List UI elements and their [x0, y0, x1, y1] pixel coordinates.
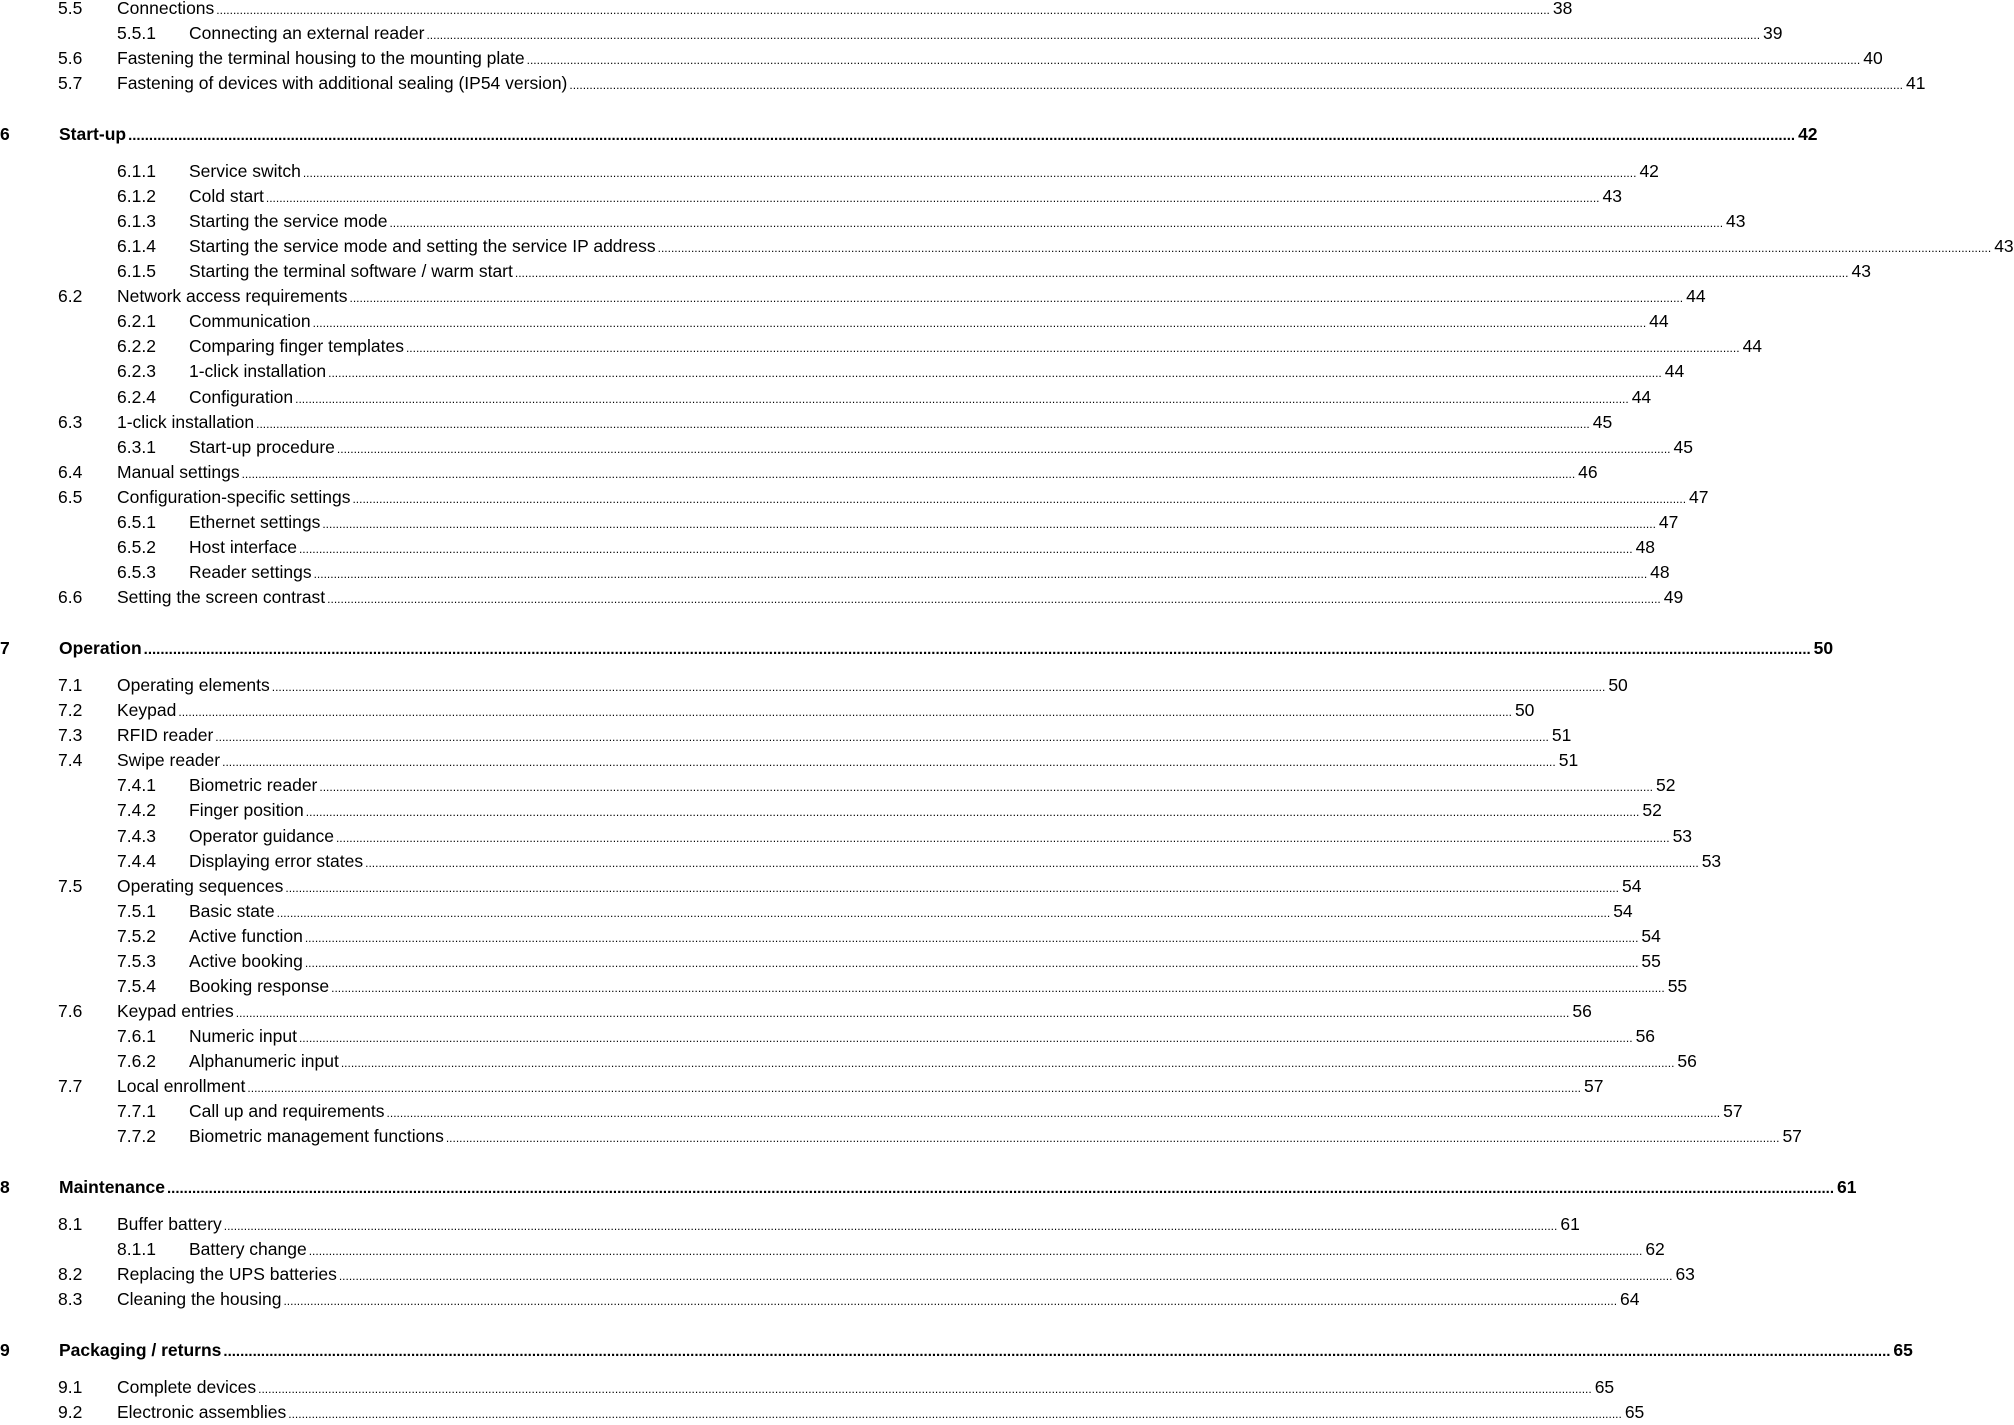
dot-leader: ................................................................................................................................................................................................................................................................................................................................................................................................................ — [247, 1081, 1581, 1095]
toc-entry-title: Local enrollment — [117, 1076, 246, 1096]
dot-leader: ................................................................................................................................................................................................................................................................................................................................................................................................................ — [657, 241, 1992, 255]
toc-entry[interactable] — [58, 1263, 1695, 1285]
dot-leader: ................................................................................................................................................................................................................................................................................................................................................................................................................ — [526, 53, 1861, 67]
toc-entry[interactable] — [117, 950, 1661, 972]
dot-leader: ................................................................................................................................................................................................................................................................................................................................................................................................................ — [304, 931, 1639, 945]
toc-entry-title: Fastening of devices with additional sealing (IP54 version) — [117, 73, 568, 93]
toc-entry-page-number: 43 — [1726, 211, 1746, 231]
toc-entry[interactable] — [117, 1025, 1656, 1047]
toc-entry-title: Operating elements — [117, 675, 270, 695]
toc-entry-page-number: 47 — [1689, 487, 1709, 507]
toc-entry-page-number: 44 — [1631, 387, 1652, 407]
toc-entry-number: 7.7 — [58, 1076, 83, 1096]
toc-entry[interactable] — [117, 850, 1722, 872]
toc-entry-number: 7.5.3 — [117, 951, 156, 971]
toc-entry-title: Replacing the UPS batteries — [117, 1264, 337, 1284]
toc-entry[interactable] — [58, 1000, 1592, 1022]
toc-entry-title: Numeric input — [189, 1026, 297, 1046]
toc-entry-title: Starting the terminal software / warm start — [189, 261, 513, 281]
toc-entry-page-number: 62 — [1645, 1239, 1665, 1259]
toc-entry-title: Finger position — [189, 800, 304, 820]
toc-entry-page-number: 44 — [1664, 361, 1685, 381]
toc-entry-number: 6.2.3 — [117, 361, 156, 381]
toc-entry-page-number: 53 — [1701, 851, 1722, 871]
toc-entry-title: Booking response — [189, 976, 330, 996]
toc-entry[interactable] — [117, 774, 1676, 796]
toc-entry-page-number: 53 — [1672, 826, 1693, 846]
toc-entry-page-number: 45 — [1592, 412, 1613, 432]
toc-entry-page-number: 65 — [1594, 1377, 1615, 1397]
toc-entry[interactable] — [117, 22, 1783, 44]
toc-entry-page-number: 65 — [1893, 1340, 1913, 1360]
toc-entry-title: Comparing finger templates — [189, 336, 404, 356]
toc-entry-number: 7.4.4 — [117, 851, 156, 871]
toc-entry-page-number: 52 — [1642, 800, 1662, 820]
toc-entry[interactable] — [58, 674, 1628, 696]
toc-entry-title: Biometric reader — [189, 775, 318, 795]
toc-entry-title: Configuration — [189, 387, 294, 407]
dot-leader: ................................................................................................................................................................................................................................................................................................................................................................................................................ — [235, 1006, 1570, 1020]
toc-entry[interactable] — [117, 235, 2014, 257]
toc-entry-number: 7.3 — [58, 725, 83, 745]
toc-entry-page-number: 44 — [1686, 286, 1706, 306]
dot-leader: ................................................................................................................................................................................................................................................................................................................................................................................................................ — [223, 1219, 1558, 1233]
dot-leader: ................................................................................................................................................................................................................................................................................................................................................................................................................ — [302, 166, 1637, 180]
toc-entry[interactable] — [117, 335, 1763, 357]
dot-leader: ................................................................................................................................................................................................................................................................................................................................................................................................................ — [223, 1343, 1891, 1360]
dot-leader: ................................................................................................................................................................................................................................................................................................................................................................................................................ — [336, 442, 1671, 456]
toc-entry-number: 6.1.2 — [117, 186, 156, 206]
toc-entry-title: Active function — [189, 926, 303, 946]
toc-chapter-entry[interactable] — [0, 123, 1818, 145]
toc-entry[interactable] — [117, 436, 1693, 458]
toc-entry-number: 6 — [0, 124, 10, 144]
toc-entry-page-number: 50 — [1514, 700, 1535, 720]
toc-entry[interactable] — [117, 310, 1669, 332]
toc-entry-number: 7.4.3 — [117, 826, 156, 846]
toc-entry-number: 6.1.1 — [117, 161, 156, 181]
toc-entry-number: 7.2 — [58, 700, 83, 720]
dot-leader: ................................................................................................................................................................................................................................................................................................................................................................................................................ — [295, 392, 1629, 406]
toc-entry-page-number: 51 — [1551, 725, 1572, 745]
toc-entry-number: 7.6.1 — [117, 1026, 156, 1046]
toc-entry-title: Swipe reader — [117, 750, 221, 770]
toc-entry-title: Connections — [117, 0, 215, 18]
toc-entry-number: 6.5 — [58, 487, 83, 507]
dot-leader: ................................................................................................................................................................................................................................................................................................................................................................................................................ — [265, 191, 1600, 205]
toc-entry-page-number: 44 — [1649, 311, 1669, 331]
toc-entry-title: Keypad entries — [117, 1001, 234, 1021]
dot-leader: ................................................................................................................................................................................................................................................................................................................................................................................................................ — [386, 1106, 1721, 1120]
toc-entry-page-number: 48 — [1650, 562, 1670, 582]
toc-entry[interactable] — [58, 724, 1572, 746]
toc-entry-page-number: 50 — [1813, 638, 1834, 658]
toc-entry-page-number: 61 — [1837, 1177, 1857, 1197]
toc-entry-title: Active booking — [189, 951, 303, 971]
toc-entry-page-number: 46 — [1578, 462, 1598, 482]
toc-entry[interactable] — [117, 160, 1659, 182]
toc-entry-page-number: 54 — [1613, 901, 1633, 921]
toc-entry-page-number: 48 — [1635, 537, 1656, 557]
toc-entry-number: 6.5.2 — [117, 537, 156, 557]
toc-entry-page-number: 44 — [1742, 336, 1763, 356]
toc-entry-page-number: 55 — [1641, 951, 1661, 971]
toc-entry-title: Connecting an external reader — [189, 23, 425, 43]
dot-leader: ................................................................................................................................................................................................................................................................................................................................................................................................................ — [276, 906, 1611, 920]
dot-leader: ................................................................................................................................................................................................................................................................................................................................................................................................................ — [352, 492, 1687, 506]
toc-chapter-entry[interactable] — [0, 637, 1834, 659]
toc-entry[interactable] — [117, 975, 1688, 997]
toc-entry-number: 8 — [0, 1177, 10, 1197]
toc-chapter-entry[interactable] — [0, 1339, 1913, 1361]
toc-entry[interactable] — [58, 486, 1709, 508]
toc-entry-title: Alphanumeric input — [189, 1051, 339, 1071]
toc-entry-page-number: 42 — [1798, 124, 1818, 144]
dot-leader: ................................................................................................................................................................................................................................................................................................................................................................................................................ — [216, 3, 1550, 17]
toc-entry-page-number: 49 — [1663, 587, 1684, 607]
toc-entry[interactable] — [58, 749, 1579, 771]
toc-entry-number: 9 — [0, 1340, 10, 1360]
toc-entry-page-number: 57 — [1584, 1076, 1604, 1096]
toc-entry-title: Cold start — [189, 186, 264, 206]
dot-leader: ................................................................................................................................................................................................................................................................................................................................................................................................................ — [426, 28, 1761, 42]
toc-entry-number: 9.2 — [58, 1402, 83, 1422]
toc-entry-title: Operating sequences — [117, 876, 284, 896]
toc-entry-page-number: 38 — [1552, 0, 1573, 18]
toc-entry-title: Packaging / returns — [59, 1340, 222, 1360]
toc-entry-number: 6.6 — [58, 587, 83, 607]
toc-entry-title: RFID reader — [117, 725, 214, 745]
toc-entry-title: Communication — [189, 311, 311, 331]
dot-leader: ................................................................................................................................................................................................................................................................................................................................................................................................................ — [167, 1180, 1834, 1197]
dot-leader: ................................................................................................................................................................................................................................................................................................................................................................................................................ — [308, 1244, 1643, 1258]
toc-entry-page-number: 50 — [1608, 675, 1628, 695]
toc-entry-title: Fastening the terminal housing to the mounting plate — [117, 48, 525, 68]
toc-entry-number: 5.5.1 — [117, 23, 156, 43]
toc-entry-title: Configuration-specific settings — [117, 487, 351, 507]
toc-entry[interactable] — [117, 1125, 1802, 1147]
toc-entry-number: 7.4.2 — [117, 800, 156, 820]
dot-leader: ................................................................................................................................................................................................................................................................................................................................................................................................................ — [128, 127, 1796, 144]
toc-entry-page-number: 55 — [1667, 976, 1688, 996]
dot-leader: ................................................................................................................................................................................................................................................................................................................................................................................................................ — [445, 1131, 1780, 1145]
toc-entry-title: 1-click installation — [189, 361, 327, 381]
dot-leader: ................................................................................................................................................................................................................................................................................................................................................................................................................ — [389, 216, 1724, 230]
toc-entry-title: Starting the service mode and setting the service IP address — [189, 236, 656, 256]
toc-entry-title: Host interface — [189, 537, 297, 557]
toc-entry-title: 1-click installation — [117, 412, 255, 432]
toc-entry-title: Operation — [59, 638, 142, 658]
toc-entry-page-number: 43 — [1994, 236, 2014, 256]
toc-entry-number: 7.6.2 — [117, 1051, 156, 1071]
toc-entry-number: 7.1 — [58, 675, 83, 695]
toc-entry-page-number: 54 — [1621, 876, 1642, 896]
toc-entry-number: 7.7.1 — [117, 1101, 156, 1121]
toc-entry-title: Basic state — [189, 901, 275, 921]
toc-entry[interactable] — [58, 461, 1598, 483]
dot-leader: ................................................................................................................................................................................................................................................................................................................................................................................................................ — [328, 366, 1662, 380]
toc-entry-page-number: 61 — [1560, 1214, 1580, 1234]
dot-leader: ................................................................................................................................................................................................................................................................................................................................................................................................................ — [331, 981, 1665, 995]
dot-leader: ................................................................................................................................................................................................................................................................................................................................................................................................................ — [241, 467, 1576, 481]
toc-entry-page-number: 47 — [1658, 512, 1679, 532]
toc-entry[interactable] — [117, 210, 1746, 232]
toc-entry-number: 5.7 — [58, 73, 83, 93]
toc-entry[interactable] — [58, 47, 1883, 69]
toc-entry[interactable] — [117, 511, 1679, 533]
toc-entry-page-number: 64 — [1620, 1289, 1640, 1309]
toc-entry-number: 6.3 — [58, 412, 83, 432]
toc-entry-number: 6.1.5 — [117, 261, 156, 281]
toc-entry-title: Service switch — [189, 161, 301, 181]
dot-leader: ................................................................................................................................................................................................................................................................................................................................................................................................................ — [365, 856, 1699, 870]
toc-entry-number: 7.4 — [58, 750, 83, 770]
toc-entry-number: 6.4 — [58, 462, 83, 482]
toc-entry-number: 7.7.2 — [117, 1126, 156, 1146]
toc-entry[interactable] — [58, 411, 1613, 433]
dot-leader: ................................................................................................................................................................................................................................................................................................................................................................................................................ — [335, 831, 1670, 845]
dot-leader: ................................................................................................................................................................................................................................................................................................................................................................................................................ — [258, 1382, 1592, 1396]
toc-entry[interactable] — [58, 875, 1642, 897]
toc-entry-title: Setting the screen contrast — [117, 587, 326, 607]
toc-entry[interactable] — [117, 536, 1656, 558]
toc-entry-title: Start-up procedure — [189, 437, 335, 457]
dot-leader: ................................................................................................................................................................................................................................................................................................................................................................................................................ — [312, 316, 1647, 330]
toc-entry[interactable] — [117, 360, 1685, 382]
toc-entry[interactable] — [58, 586, 1684, 608]
toc-entry-page-number: 57 — [1782, 1126, 1802, 1146]
toc-entry-number: 6.1.4 — [117, 236, 156, 256]
toc-entry-number: 5.5 — [58, 0, 83, 18]
toc-entry-number: 6.2.1 — [117, 311, 156, 331]
toc-entry[interactable] — [58, 699, 1535, 721]
dot-leader: ................................................................................................................................................................................................................................................................................................................................................................................................................ — [285, 881, 1619, 895]
toc-entry-number: 6.2.4 — [117, 387, 156, 407]
toc-entry[interactable] — [58, 1075, 1604, 1097]
toc-entry[interactable] — [58, 1401, 1645, 1423]
toc-entry[interactable] — [58, 285, 1706, 307]
toc-entry[interactable] — [117, 561, 1670, 583]
dot-leader: ................................................................................................................................................................................................................................................................................................................................................................................................................ — [569, 78, 1903, 92]
toc-entry-number: 7.6 — [58, 1001, 83, 1021]
toc-entry-title: Starting the service mode — [189, 211, 388, 231]
toc-entry-page-number: 45 — [1673, 437, 1693, 457]
toc-entry-page-number: 54 — [1641, 926, 1661, 946]
dot-leader: ................................................................................................................................................................................................................................................................................................................................................................................................................ — [322, 517, 1656, 531]
toc-entry-title: Battery change — [189, 1239, 307, 1259]
toc-entry-number: 7 — [0, 638, 10, 658]
toc-entry-title: Cleaning the housing — [117, 1289, 282, 1309]
dot-leader: ................................................................................................................................................................................................................................................................................................................................................................................................................ — [338, 1269, 1673, 1283]
toc-entry-number: 7.4.1 — [117, 775, 156, 795]
toc-entry[interactable] — [117, 799, 1662, 821]
toc-entry-number: 6.2 — [58, 286, 83, 306]
toc-entry-page-number: 63 — [1675, 1264, 1695, 1284]
toc-entry-title: Call up and requirements — [189, 1101, 385, 1121]
toc-entry-page-number: 40 — [1863, 48, 1883, 68]
toc-entry-number: 6.1.3 — [117, 211, 156, 231]
toc-entry-title: Complete devices — [117, 1377, 257, 1397]
toc-entry-page-number: 57 — [1723, 1101, 1743, 1121]
toc-entry-number: 7.5.1 — [117, 901, 156, 921]
toc-entry[interactable] — [117, 900, 1633, 922]
toc-entry[interactable] — [58, 1213, 1580, 1235]
toc-entry[interactable] — [117, 386, 1652, 408]
toc-entry-title: Reader settings — [189, 562, 312, 582]
toc-chapter-entry[interactable] — [0, 1176, 1857, 1198]
toc-entry-title: Manual settings — [117, 462, 240, 482]
toc-entry-title: Start-up — [59, 124, 127, 144]
toc-entry-page-number: 56 — [1635, 1026, 1656, 1046]
dot-leader: ................................................................................................................................................................................................................................................................................................................................................................................................................ — [178, 705, 1512, 719]
toc-entry-number: 6.5.3 — [117, 562, 156, 582]
toc-entry-title: Electronic assemblies — [117, 1402, 287, 1422]
toc-entry-number: 8.1.1 — [117, 1239, 156, 1259]
toc-entry-number: 6.5.1 — [117, 512, 156, 532]
toc-entry-title: Buffer battery — [117, 1214, 222, 1234]
toc-entry-page-number: 51 — [1558, 750, 1579, 770]
toc-entry-number: 8.3 — [58, 1289, 83, 1309]
toc-entry[interactable] — [117, 1050, 1697, 1072]
dot-leader: ................................................................................................................................................................................................................................................................................................................................................................................................................ — [305, 805, 1640, 819]
toc-entry[interactable] — [58, 1376, 1615, 1398]
dot-leader: ................................................................................................................................................................................................................................................................................................................................................................................................................ — [298, 542, 1633, 556]
toc-entry-page-number: 65 — [1624, 1402, 1645, 1422]
toc-entry-number: 7.5.2 — [117, 926, 156, 946]
dot-leader: ................................................................................................................................................................................................................................................................................................................................................................................................................ — [215, 730, 1549, 744]
toc-entry-title: Keypad — [117, 700, 177, 720]
toc-entry-number: 7.5.4 — [117, 976, 156, 996]
toc-entry[interactable] — [117, 825, 1693, 847]
toc-entry-title: Displaying error states — [189, 851, 364, 871]
dot-leader: ................................................................................................................................................................................................................................................................................................................................................................................................................ — [283, 1294, 1618, 1308]
toc-entry[interactable] — [117, 925, 1661, 947]
dot-leader: ................................................................................................................................................................................................................................................................................................................................................................................................................ — [256, 417, 1590, 431]
toc-entry-number: 9.1 — [58, 1377, 83, 1397]
dot-leader: ................................................................................................................................................................................................................................................................................................................................................................................................................ — [288, 1407, 1622, 1421]
dot-leader: ................................................................................................................................................................................................................................................................................................................................................................................................................ — [319, 780, 1653, 794]
toc-entry-title: Biometric management functions — [189, 1126, 444, 1146]
toc-entry[interactable] — [58, 72, 1926, 94]
dot-leader: ................................................................................................................................................................................................................................................................................................................................................................................................................ — [349, 291, 1684, 305]
toc-entry[interactable] — [117, 1100, 1743, 1122]
toc-entry-number: 7.5 — [58, 876, 83, 896]
toc-entry-title: Maintenance — [59, 1177, 165, 1197]
dot-leader: ................................................................................................................................................................................................................................................................................................................................................................................................................ — [143, 641, 1811, 658]
toc-entry-page-number: 41 — [1905, 73, 1926, 93]
dot-leader: ................................................................................................................................................................................................................................................................................................................................................................................................................ — [271, 680, 1606, 694]
dot-leader: ................................................................................................................................................................................................................................................................................................................................................................................................................ — [405, 341, 1740, 355]
toc-entry[interactable] — [117, 1238, 1665, 1260]
toc-entry[interactable] — [117, 260, 1871, 282]
toc-entry-page-number: 56 — [1572, 1001, 1592, 1021]
toc-entry-title: Operator guidance — [189, 826, 334, 846]
toc-entry-page-number: 43 — [1602, 186, 1622, 206]
toc-entry-number: 6.3.1 — [117, 437, 156, 457]
dot-leader: ................................................................................................................................................................................................................................................................................................................................................................................................................ — [222, 755, 1556, 769]
dot-leader: ................................................................................................................................................................................................................................................................................................................................................................................................................ — [304, 956, 1639, 970]
toc-entry-page-number: 56 — [1677, 1051, 1697, 1071]
toc-entry-number: 8.1 — [58, 1214, 83, 1234]
toc-entry-page-number: 39 — [1763, 23, 1783, 43]
toc-entry[interactable] — [117, 185, 1622, 207]
toc-entry[interactable] — [58, 1288, 1640, 1310]
toc-entry[interactable] — [58, 0, 1573, 19]
toc-entry-number: 8.2 — [58, 1264, 83, 1284]
toc-entry-title: Ethernet settings — [189, 512, 321, 532]
toc-entry-title: Network access requirements — [117, 286, 348, 306]
toc-entry-page-number: 42 — [1639, 161, 1659, 181]
dot-leader: ................................................................................................................................................................................................................................................................................................................................................................................................................ — [298, 1031, 1633, 1045]
dot-leader: ................................................................................................................................................................................................................................................................................................................................................................................................................ — [327, 592, 1661, 606]
toc-entry-number: 6.2.2 — [117, 336, 156, 356]
dot-leader: ................................................................................................................................................................................................................................................................................................................................................................................................................ — [340, 1056, 1675, 1070]
toc-entry-number: 5.6 — [58, 48, 83, 68]
dot-leader: ................................................................................................................................................................................................................................................................................................................................................................................................................ — [514, 266, 1849, 280]
toc-entry-page-number: 52 — [1655, 775, 1676, 795]
dot-leader: ................................................................................................................................................................................................................................................................................................................................................................................................................ — [313, 567, 1648, 581]
toc-entry-page-number: 43 — [1851, 261, 1871, 281]
